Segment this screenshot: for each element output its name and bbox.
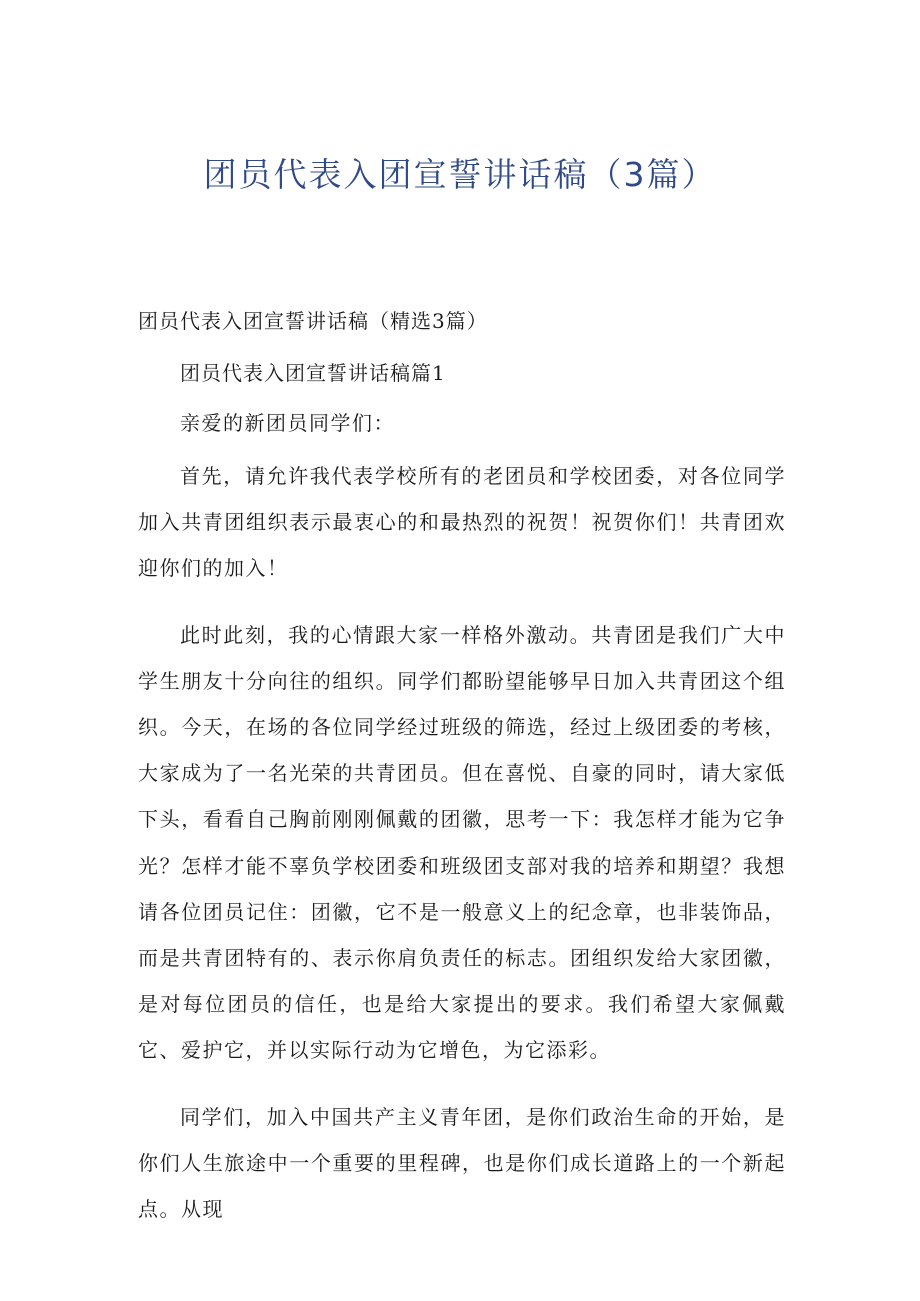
salutation: 亲爱的新团员同学们： [180, 411, 395, 435]
document-title: 团员代表入团宣誓讲话稿（3篇） [203, 155, 717, 194]
section-heading: 团员代表入团宣誓讲话稿篇1 [180, 361, 446, 385]
paragraph-1: 首先，请允许我代表学校所有的老团员和学校团委，对各位同学加入共青团组织表示最衷心的和最热烈的祝贺！祝贺你们！共青团欢迎你们的加入！ [138, 464, 786, 581]
paragraph-3: 同学们，加入中国共产主义青年团，是你们政治生命的开始，是你们人生旅途中一个重要的里程碑，也是你们成长道路上的一个新起点。从现 [138, 1104, 786, 1222]
paragraph-2: 此时此刻，我的心情跟大家一样格外激动。共青团是我们广大中学生朋友十分向往的组织。同学们都盼望能够早日加入共青团这个组织。今天，在场的各位同学经过班级的筛选，经过上级团委的考核，大家成为了一名光荣的共青团员。但在喜悦、自豪的同时，请大家低下头，看看自己胸前刚刚佩戴的团徽，思考一下：我怎样才能为它争光？怎样才能不辜负学校团委和班级团支部对我的培养和期望？我想请各位团员记住：团徽，它不是一般意义上的纪念章，也非装饰品，而是共青团特有的、表示你肩负责任的标志。团组织发给大家团徽，是对每位团员的信任，也是给大家提出的要求。我们希望大家佩戴它、爱护它，并以实际行动为它增色，为它添彩。 [138, 622, 786, 1063]
document-subtitle: 团员代表入团宣誓讲话稿（精选3篇） [138, 309, 488, 333]
document-body [138, 305, 786, 1232]
